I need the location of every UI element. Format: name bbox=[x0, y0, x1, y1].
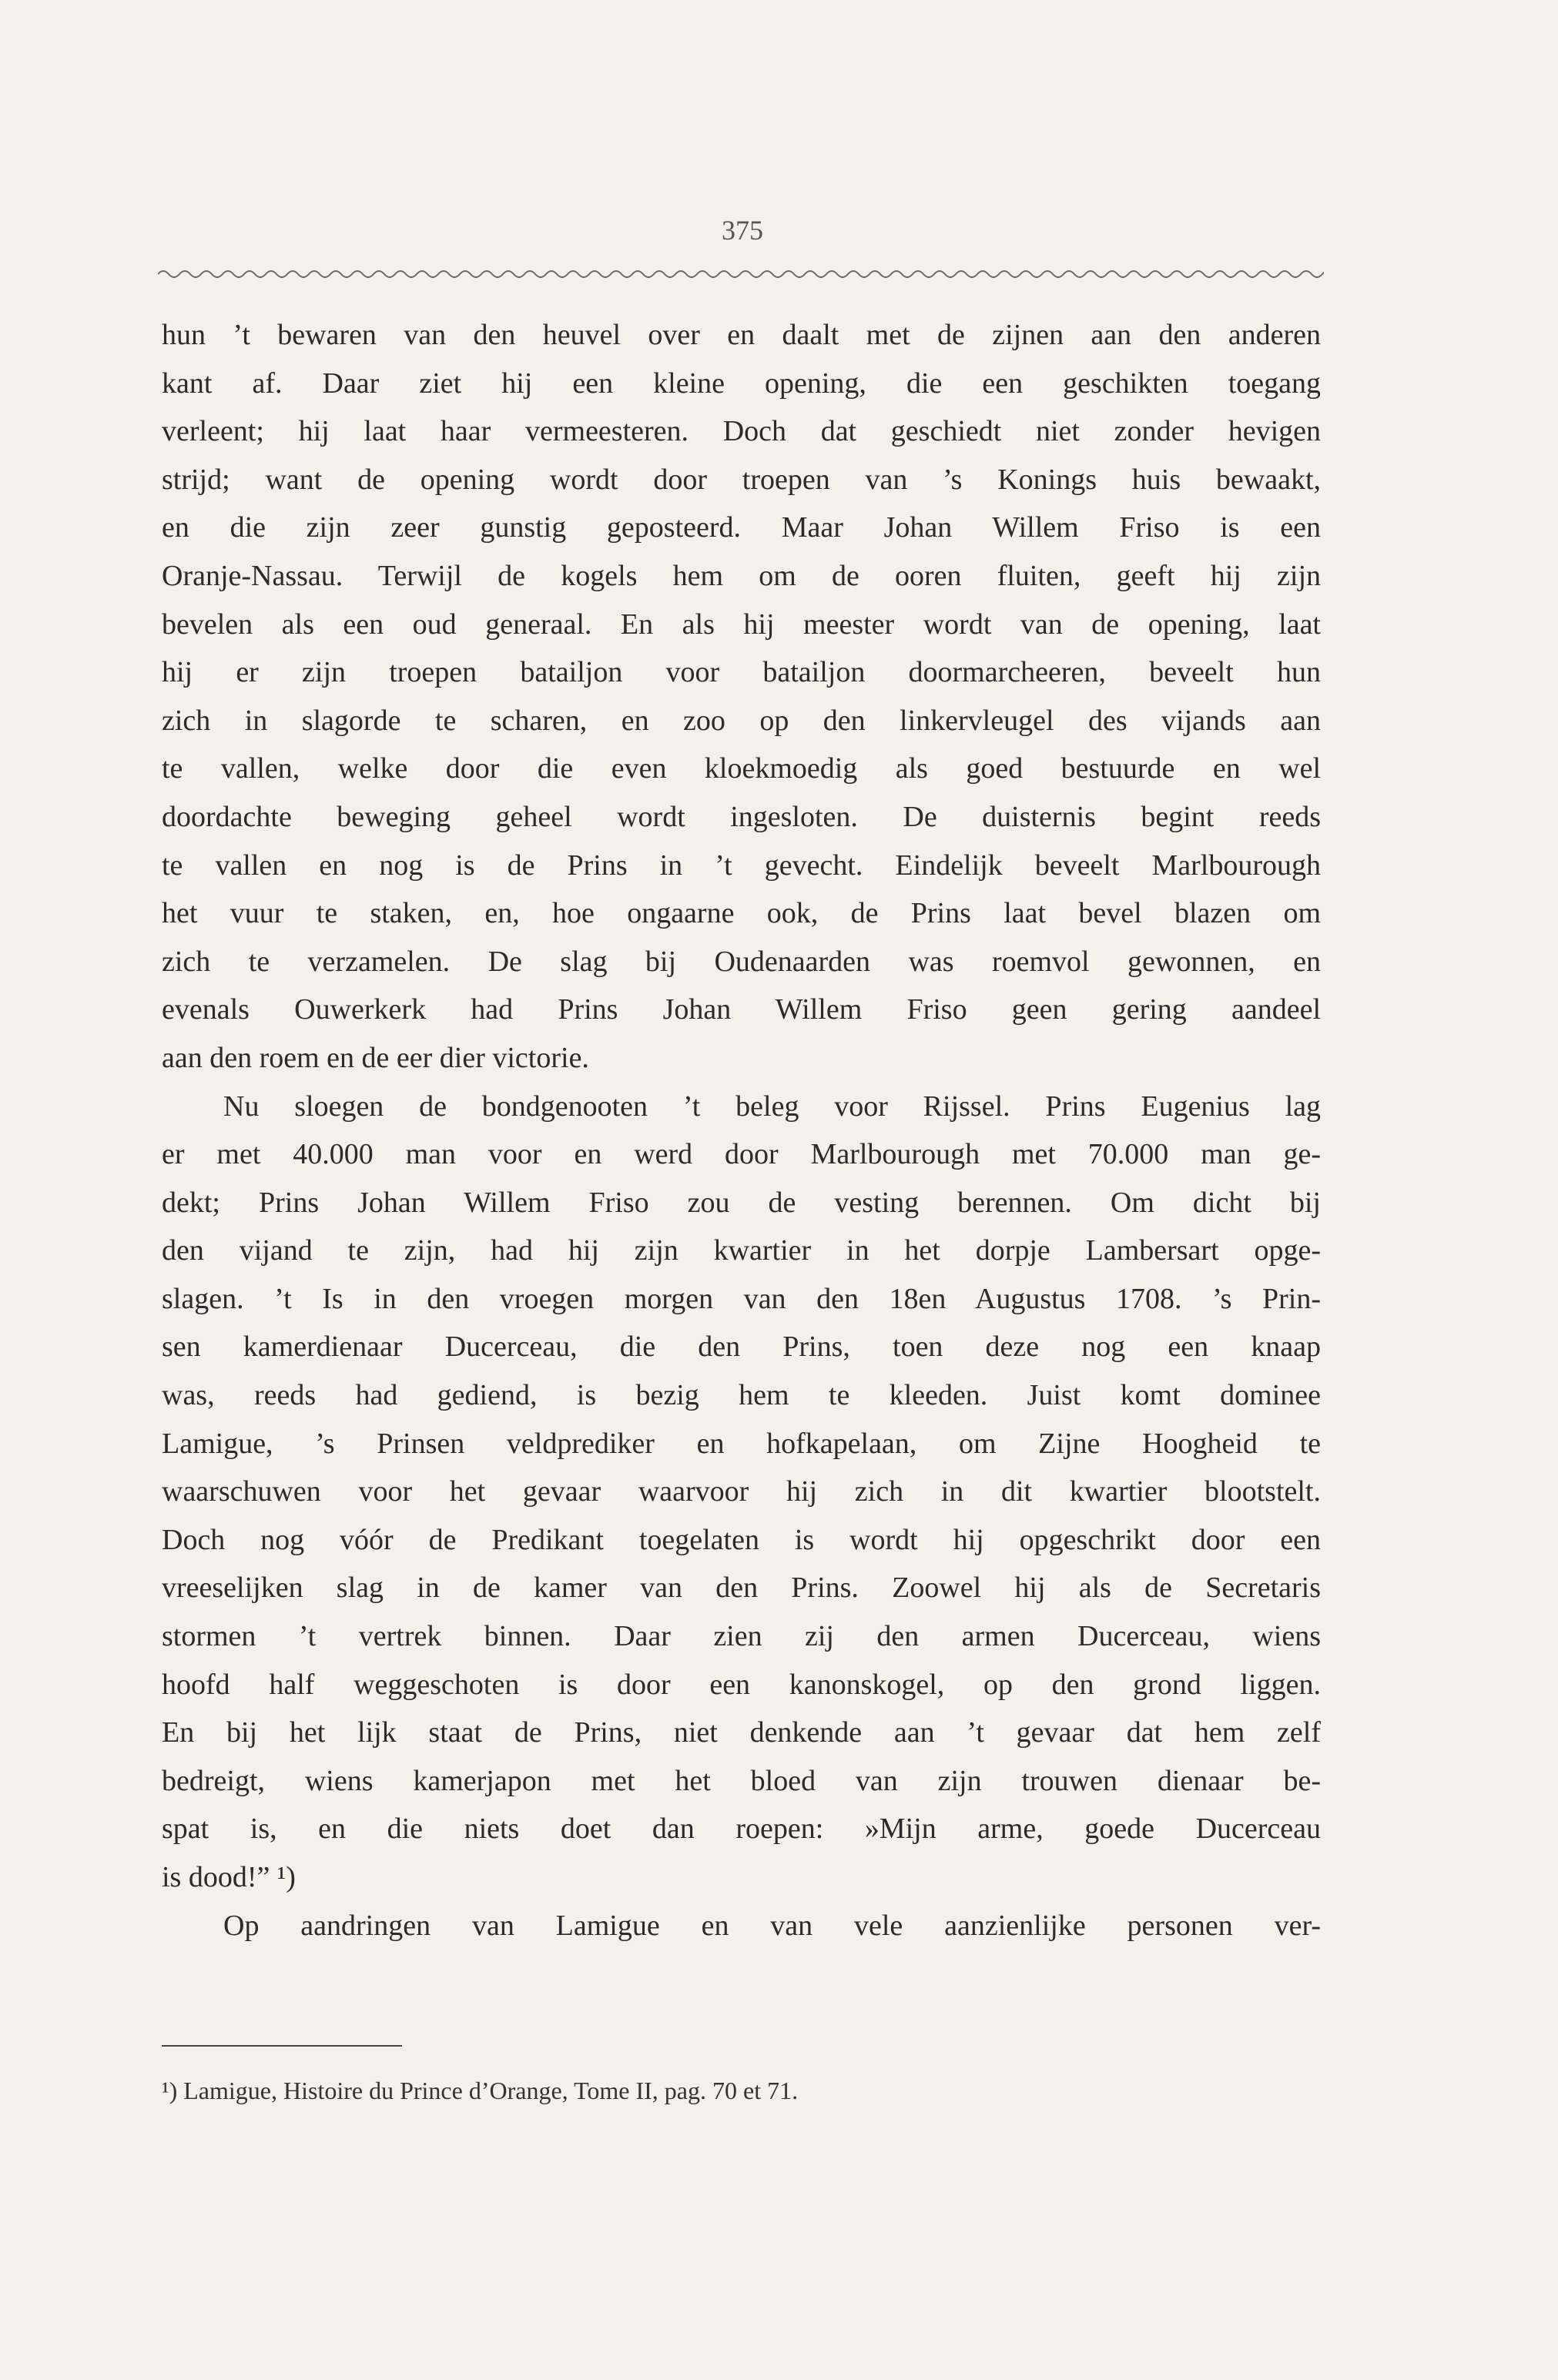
text-line: vreeselijken slag in de kamer van den Prins. Zoowel hij als de Secretaris bbox=[162, 1572, 1321, 1605]
wavy-ornament-divider bbox=[158, 266, 1324, 282]
footnote bbox=[162, 2071, 1321, 2110]
footnote-marker: ¹) bbox=[162, 2077, 178, 2104]
text-line: hoofd half weggeschoten is door een kanonskogel, op den grond liggen. bbox=[162, 1668, 1321, 1701]
text-line: te vallen en nog is de Prins in ’t gevecht. Eindelijk beveelt Marlbourough bbox=[162, 849, 1321, 882]
text-line: bedreigt, wiens kamerjapon met het bloed van zijn trouwen dienaar be- bbox=[162, 1764, 1321, 1797]
text-line: zich te verzamelen. De slag bij Oudenaarden was roemvol gewonnen, en bbox=[162, 945, 1321, 978]
text-line: sen kamerdienaar Ducerceau, die den Prins, toen deze nog een knaap bbox=[162, 1331, 1321, 1364]
footnote-text: Lamigue, Histoire du Prince d’Orange, Tome II, pag. 70 et 71. bbox=[183, 2077, 799, 2104]
text-line: Oranje-Nassau. Terwijl de kogels hem om de ooren fluiten, geeft hij zijn bbox=[162, 559, 1321, 592]
text-line: kant af. Daar ziet hij een kleine opening, die een geschikten toegang bbox=[162, 367, 1321, 400]
text-line: hun ’t bewaren van den heuvel over en daalt met de zijnen aan den anderen bbox=[162, 319, 1321, 351]
text-line: Doch nog vóór de Predikant toegelaten is wordt hij opgeschrikt door een bbox=[162, 1523, 1321, 1556]
text-line: stormen ’t vertrek binnen. Daar zien zij den armen Ducerceau, wiens bbox=[162, 1620, 1321, 1653]
text-line: te vallen, welke door die even kloekmoedig als goed bestuurde en wel bbox=[162, 752, 1321, 785]
text-line: het vuur te staken, en, hoe ongaarne ook, de Prins laat bevel blazen om bbox=[162, 897, 1321, 930]
text-line: En bij het lijk staat de Prins, niet denkende aan ’t gevaar dat hem zelf bbox=[162, 1716, 1321, 1749]
page-number: 375 bbox=[722, 215, 763, 246]
text-line: en die zijn zeer gunstig geposteerd. Maar Johan Willem Friso is een bbox=[162, 511, 1321, 544]
text-line: verleent; hij laat haar vermeesteren. Doch dat geschiedt niet zonder hevigen bbox=[162, 415, 1321, 448]
text-line: was, reeds had gediend, is bezig hem te kleeden. Juist komt dominee bbox=[162, 1379, 1321, 1412]
text-line: doordachte beweging geheel wordt ingesloten. De duisternis begint reeds bbox=[162, 800, 1321, 833]
text-line: Nu sloegen de bondgenooten ’t beleg voor Rijssel. Prins Eugenius lag bbox=[223, 1090, 1321, 1123]
text-line: slagen. ’t Is in den vroegen morgen van den 18en Augustus 1708. ’s Prin- bbox=[162, 1282, 1321, 1315]
text-line: waarschuwen voor het gevaar waarvoor hij zich in dit kwartier blootstelt. bbox=[162, 1475, 1321, 1508]
body-text bbox=[162, 311, 1321, 1950]
text-line: is dood!” ¹) bbox=[162, 1861, 296, 1893]
text-line: spat is, en die niets doet dan roepen: »Mijn arme, goede Ducerceau bbox=[162, 1813, 1321, 1846]
text-line: hij er zijn troepen batailjon voor batailjon doormarcheeren, beveelt hun bbox=[162, 656, 1321, 689]
text-line: er met 40.000 man voor en werd door Marlbourough met 70.000 man ge- bbox=[162, 1138, 1321, 1171]
text-line: den vijand te zijn, had hij zijn kwartier in het dorpje Lambersart opge- bbox=[162, 1234, 1321, 1267]
footnote-rule bbox=[162, 2045, 402, 2047]
text-line: strijd; want de opening wordt door troepen van ’s Konings huis bewaakt, bbox=[162, 463, 1321, 496]
text-line: bevelen als een oud generaal. En als hij meester wordt van de opening, laat bbox=[162, 608, 1321, 641]
text-line: Op aandringen van Lamigue en van vele aanzienlijke personen ver- bbox=[223, 1909, 1321, 1942]
text-line: zich in slagorde te scharen, en zoo op den linkervleugel des vijands aan bbox=[162, 704, 1321, 737]
text-line: aan den roem en de eer dier victorie. bbox=[162, 1041, 589, 1074]
text-line: dekt; Prins Johan Willem Friso zou de vesting berennen. Om dicht bij bbox=[162, 1186, 1321, 1219]
text-line: evenals Ouwerkerk had Prins Johan Willem Friso geen gering aandeel bbox=[162, 993, 1321, 1026]
text-line: Lamigue, ’s Prinsen veldprediker en hofkapelaan, om Zijne Hoogheid te bbox=[162, 1427, 1321, 1460]
